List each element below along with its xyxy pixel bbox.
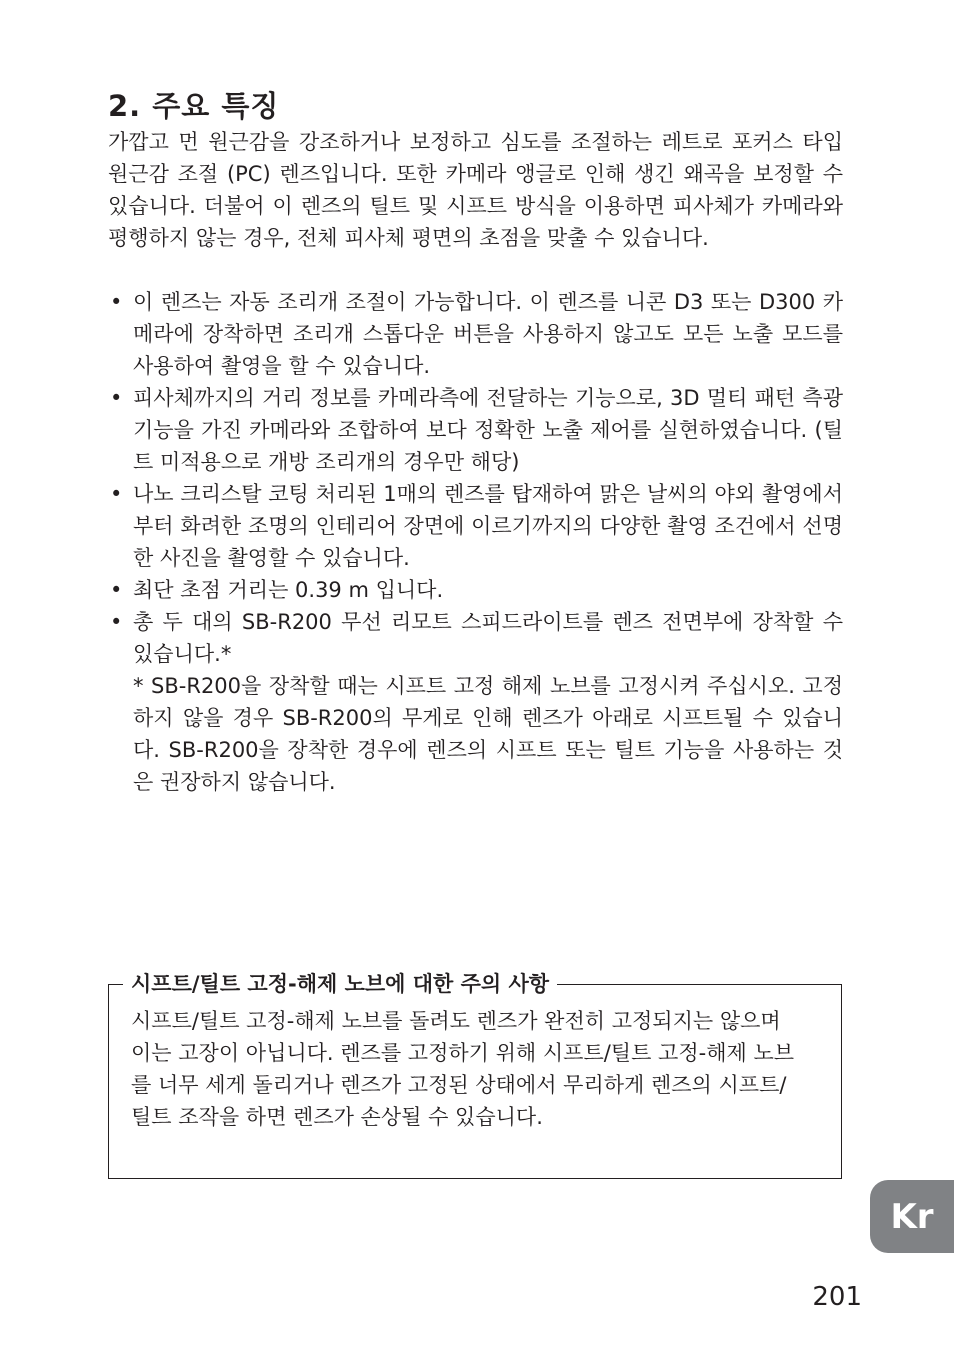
- footnote: * SB-R200을 장착할 때는 시프트 고정 해제 노브를 고정시켜 주십시오. 고정하지 않을 경우 SB-R200의 무게로 인해 렌즈가 아래로 시프트될 수 있습니다. SB-R200을 장착한 경우에 렌즈의 시프트 또는 틸트 기능을 사용하는 것은 권장하지 않습니다.: [133, 674, 843, 794]
- feature-list: [108, 286, 843, 798]
- feature-item: • 이 렌즈는 자동 조리개 조절이 가능합니다. 이 렌즈를 니콘 D3 또는 D300 카메라에 장착하면 조리개 스톱다운 버튼을 사용하지 않고도 모든 노출 모드를 사용하여 촬영을 할 수 있습니다.: [108, 286, 843, 382]
- intro-paragraph: 가깝고 먼 원근감을 강조하거나 보정하고 심도를 조절하는 레트로 포커스 타입 원근감 조절 (PC) 렌즈입니다. 또한 카메라 앵글로 인해 생긴 왜곡을 보정할 수 있습니다. 더불어 이 렌즈의 틸트 및 시프트 방식을 이용하면 피사체가 카메라와 평행하지 않는 경우, 전체 피사체 평면의 초점을 맞출 수 있습니다.: [108, 130, 843, 250]
- feature-item: • 나노 크리스탈 코팅 처리된 1매의 렌즈를 탑재하여 맑은 날씨의 야외 촬영에서부터 화려한 조명의 인테리어 장면에 이르기까지의 다양한 촬영 조건에서 선명한 사진을 촬영할 수 있습니다.: [108, 478, 843, 574]
- notice-body: 시프트/틸트 고정-해제 노브를 돌려도 렌즈가 완전히 고정되지는 않으며 이는 고장이 아닙니다. 렌즈를 고정하기 위해 시프트/틸트 고정-해제 노브를 너무 세게 돌리거나 렌즈가 고정된 상태에서 무리하게 렌즈의 시프트/틸트 조작을 하면 렌즈가 손상될 수 있습니다.: [131, 1009, 795, 1129]
- notice-title: 시프트/틸트 고정-해제 노브에 대한 주의 사항: [123, 969, 557, 999]
- notice-box: [108, 972, 842, 1179]
- feature-item: • 최단 초점 거리는 0.39 m 입니다.: [108, 574, 843, 606]
- page-number: 201: [812, 1282, 862, 1312]
- feature-item: [108, 606, 843, 798]
- language-tab: Kr: [870, 1180, 954, 1253]
- feature-item-text: 총 두 대의 SB-R200 무선 리모트 스피드라이트를 렌즈 전면부에 장착할 수 있습니다.*: [133, 610, 843, 666]
- feature-item: • 피사체까지의 거리 정보를 카메라측에 전달하는 기능으로, 3D 멀티 패턴 측광 기능을 가진 카메라와 조합하여 보다 정확한 노출 제어를 실현하였습니다. (틸트 미적용으로 개방 조리개의 경우만 해당): [108, 382, 843, 478]
- section-heading: 2. 주요 특징: [108, 89, 280, 123]
